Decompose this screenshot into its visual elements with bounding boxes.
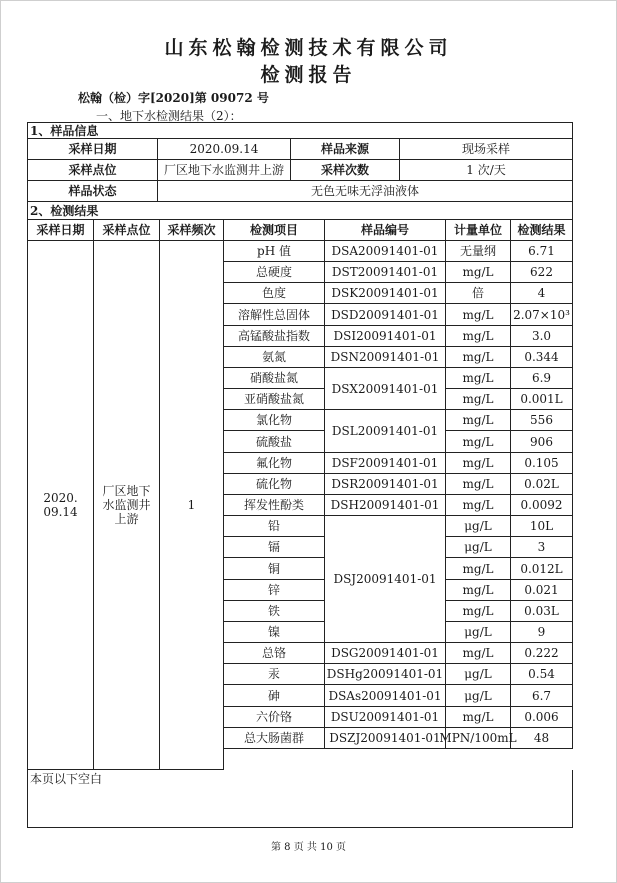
sample-id-cell: DSG20091401-01 (325, 643, 446, 664)
result-cell: 4 (511, 283, 573, 304)
sample-id-cell: DSX20091401-01 (325, 368, 446, 410)
header-unit: 计量单位 (446, 220, 511, 241)
test-item-name: 镉 (224, 537, 325, 558)
test-item-name: 硫化物 (224, 474, 325, 495)
result-cell: 0.012L (511, 558, 573, 580)
section1-title: 1、样品信息 (28, 123, 573, 139)
test-item-name: 硝酸盐氮 (224, 368, 325, 389)
sample-id-cell: DSN20091401-01 (325, 347, 446, 368)
blank-note: 本页以下空白 (28, 770, 573, 828)
unit-cell: mg/L (446, 262, 511, 283)
result-cell: 0.006 (511, 707, 573, 728)
sample-id-cell: DSA20091401-01 (325, 241, 446, 262)
result-sampling-point: 厂区地下水监测井上游 (94, 241, 160, 770)
test-item-name: 氟化物 (224, 453, 325, 474)
company-name: 山东松翰检测技术有限公司 (164, 37, 453, 59)
test-item-name: 铅 (224, 516, 325, 537)
unit-cell: 无量纲 (446, 241, 511, 262)
sample-state-label: 样品状态 (28, 181, 158, 202)
result-cell: 0.344 (511, 347, 573, 368)
test-item-name: 氯化物 (224, 410, 325, 431)
result-cell: 0.02L (511, 474, 573, 495)
sampling-date-value: 2020.09.14 (158, 139, 291, 160)
unit-cell: μg/L (446, 516, 511, 537)
header-sample-id: 样品编号 (325, 220, 446, 241)
result-cell: 0.222 (511, 643, 573, 664)
sampling-point-value: 厂区地下水监测井上游 (158, 160, 291, 181)
test-item-name: 高锰酸盐指数 (224, 326, 325, 347)
unit-cell: 倍 (446, 283, 511, 304)
doc-number: 松翰（检）字[2020]第 09072 号 (78, 91, 269, 105)
result-cell: 48 (511, 728, 573, 749)
test-item-name: 挥发性酚类 (224, 495, 325, 516)
test-item-name: 氨氮 (224, 347, 325, 368)
sample-id-cell: DSK20091401-01 (325, 283, 446, 304)
header-test-item: 检测项目 (224, 220, 325, 241)
header-sampling-point: 采样点位 (94, 220, 160, 241)
header-frequency: 采样频次 (160, 220, 224, 241)
test-item-name: 总铬 (224, 643, 325, 664)
sampling-times-label: 采样次数 (291, 160, 400, 181)
sampling-times-value: 1 次/天 (400, 160, 573, 181)
test-item-name: 铁 (224, 601, 325, 622)
unit-cell: μg/L (446, 537, 511, 558)
result-cell: 0.0092 (511, 495, 573, 516)
unit-cell: mg/L (446, 389, 511, 410)
result-cell: 6.9 (511, 368, 573, 389)
result-cell: 6.7 (511, 685, 573, 707)
sample-id-cell: DSU20091401-01 (325, 707, 446, 728)
result-cell: 0.105 (511, 453, 573, 474)
unit-cell: μg/L (446, 664, 511, 685)
header-sampling-date: 采样日期 (28, 220, 94, 241)
header-result: 检测结果 (511, 220, 573, 241)
test-item-name: 六价铬 (224, 707, 325, 728)
test-item-name: 镍 (224, 622, 325, 643)
result-cell: 3.0 (511, 326, 573, 347)
result-cell: 0.021 (511, 580, 573, 601)
unit-cell: mg/L (446, 453, 511, 474)
unit-cell: mg/L (446, 601, 511, 622)
test-item-name: 铜 (224, 558, 325, 580)
test-item-name: 色度 (224, 283, 325, 304)
result-cell: 0.54 (511, 664, 573, 685)
page-number: 第 8 页 共 10 页 (271, 842, 346, 853)
unit-cell: mg/L (446, 558, 511, 580)
sample-id-cell: DSAs20091401-01 (325, 685, 446, 707)
result-cell: 0.001L (511, 389, 573, 410)
sample-id-cell: DSJ20091401-01 (325, 516, 446, 643)
sample-id-cell: DSR20091401-01 (325, 474, 446, 495)
sample-id-cell: DSL20091401-01 (325, 410, 446, 453)
unit-cell: mg/L (446, 495, 511, 516)
test-item-name: 总大肠菌群 (224, 728, 325, 749)
sample-id-cell: DSH20091401-01 (325, 495, 446, 516)
unit-cell: mg/L (446, 326, 511, 347)
unit-cell: mg/L (446, 431, 511, 453)
sample-id-cell: DSD20091401-01 (325, 304, 446, 326)
sample-source-value: 现场采样 (400, 139, 573, 160)
sample-id-cell: DSZJ20091401-01 (325, 728, 446, 749)
result-cell: 0.03L (511, 601, 573, 622)
test-item-name: 硫酸盐 (224, 431, 325, 453)
sampling-date-label: 采样日期 (28, 139, 158, 160)
result-cell: 2.07×10³ (511, 304, 573, 326)
result-cell: 6.71 (511, 241, 573, 262)
result-cell: 906 (511, 431, 573, 453)
unit-cell: μg/L (446, 685, 511, 707)
result-cell: 9 (511, 622, 573, 643)
test-item-name: 锌 (224, 580, 325, 601)
unit-cell: MPN/100mL (446, 728, 511, 749)
sample-id-cell: DSF20091401-01 (325, 453, 446, 474)
unit-cell: mg/L (446, 707, 511, 728)
result-cell: 3 (511, 537, 573, 558)
unit-cell: mg/L (446, 368, 511, 389)
unit-cell: mg/L (446, 474, 511, 495)
test-item-name: 总硬度 (224, 262, 325, 283)
test-item-name: 溶解性总固体 (224, 304, 325, 326)
sampling-point-label: 采样点位 (28, 160, 158, 181)
unit-cell: mg/L (446, 304, 511, 326)
section-subtitle: 一、地下水检测结果（2）： (96, 109, 242, 123)
unit-cell: mg/L (446, 643, 511, 664)
sample-state-value: 无色无味无浮油液体 (158, 181, 573, 202)
result-cell: 556 (511, 410, 573, 431)
result-cell: 10L (511, 516, 573, 537)
result-sampling-date: 2020. 09.14 (28, 241, 94, 770)
test-item-name: 亚硝酸盐氮 (224, 389, 325, 410)
unit-cell: mg/L (446, 580, 511, 601)
section2-title: 2、检测结果 (28, 202, 573, 220)
test-item-name: 砷 (224, 685, 325, 707)
test-item-name: 汞 (224, 664, 325, 685)
result-cell: 622 (511, 262, 573, 283)
sample-id-cell: DSHg20091401-01 (325, 664, 446, 685)
unit-cell: mg/L (446, 410, 511, 431)
sample-id-cell: DST20091401-01 (325, 262, 446, 283)
report-title: 检测报告 (260, 64, 357, 86)
sample-id-cell: DSI20091401-01 (325, 326, 446, 347)
sample-source-label: 样品来源 (291, 139, 400, 160)
result-frequency: 1 (160, 241, 224, 770)
test-item-name: pH 值 (224, 241, 325, 262)
unit-cell: μg/L (446, 622, 511, 643)
unit-cell: mg/L (446, 347, 511, 368)
